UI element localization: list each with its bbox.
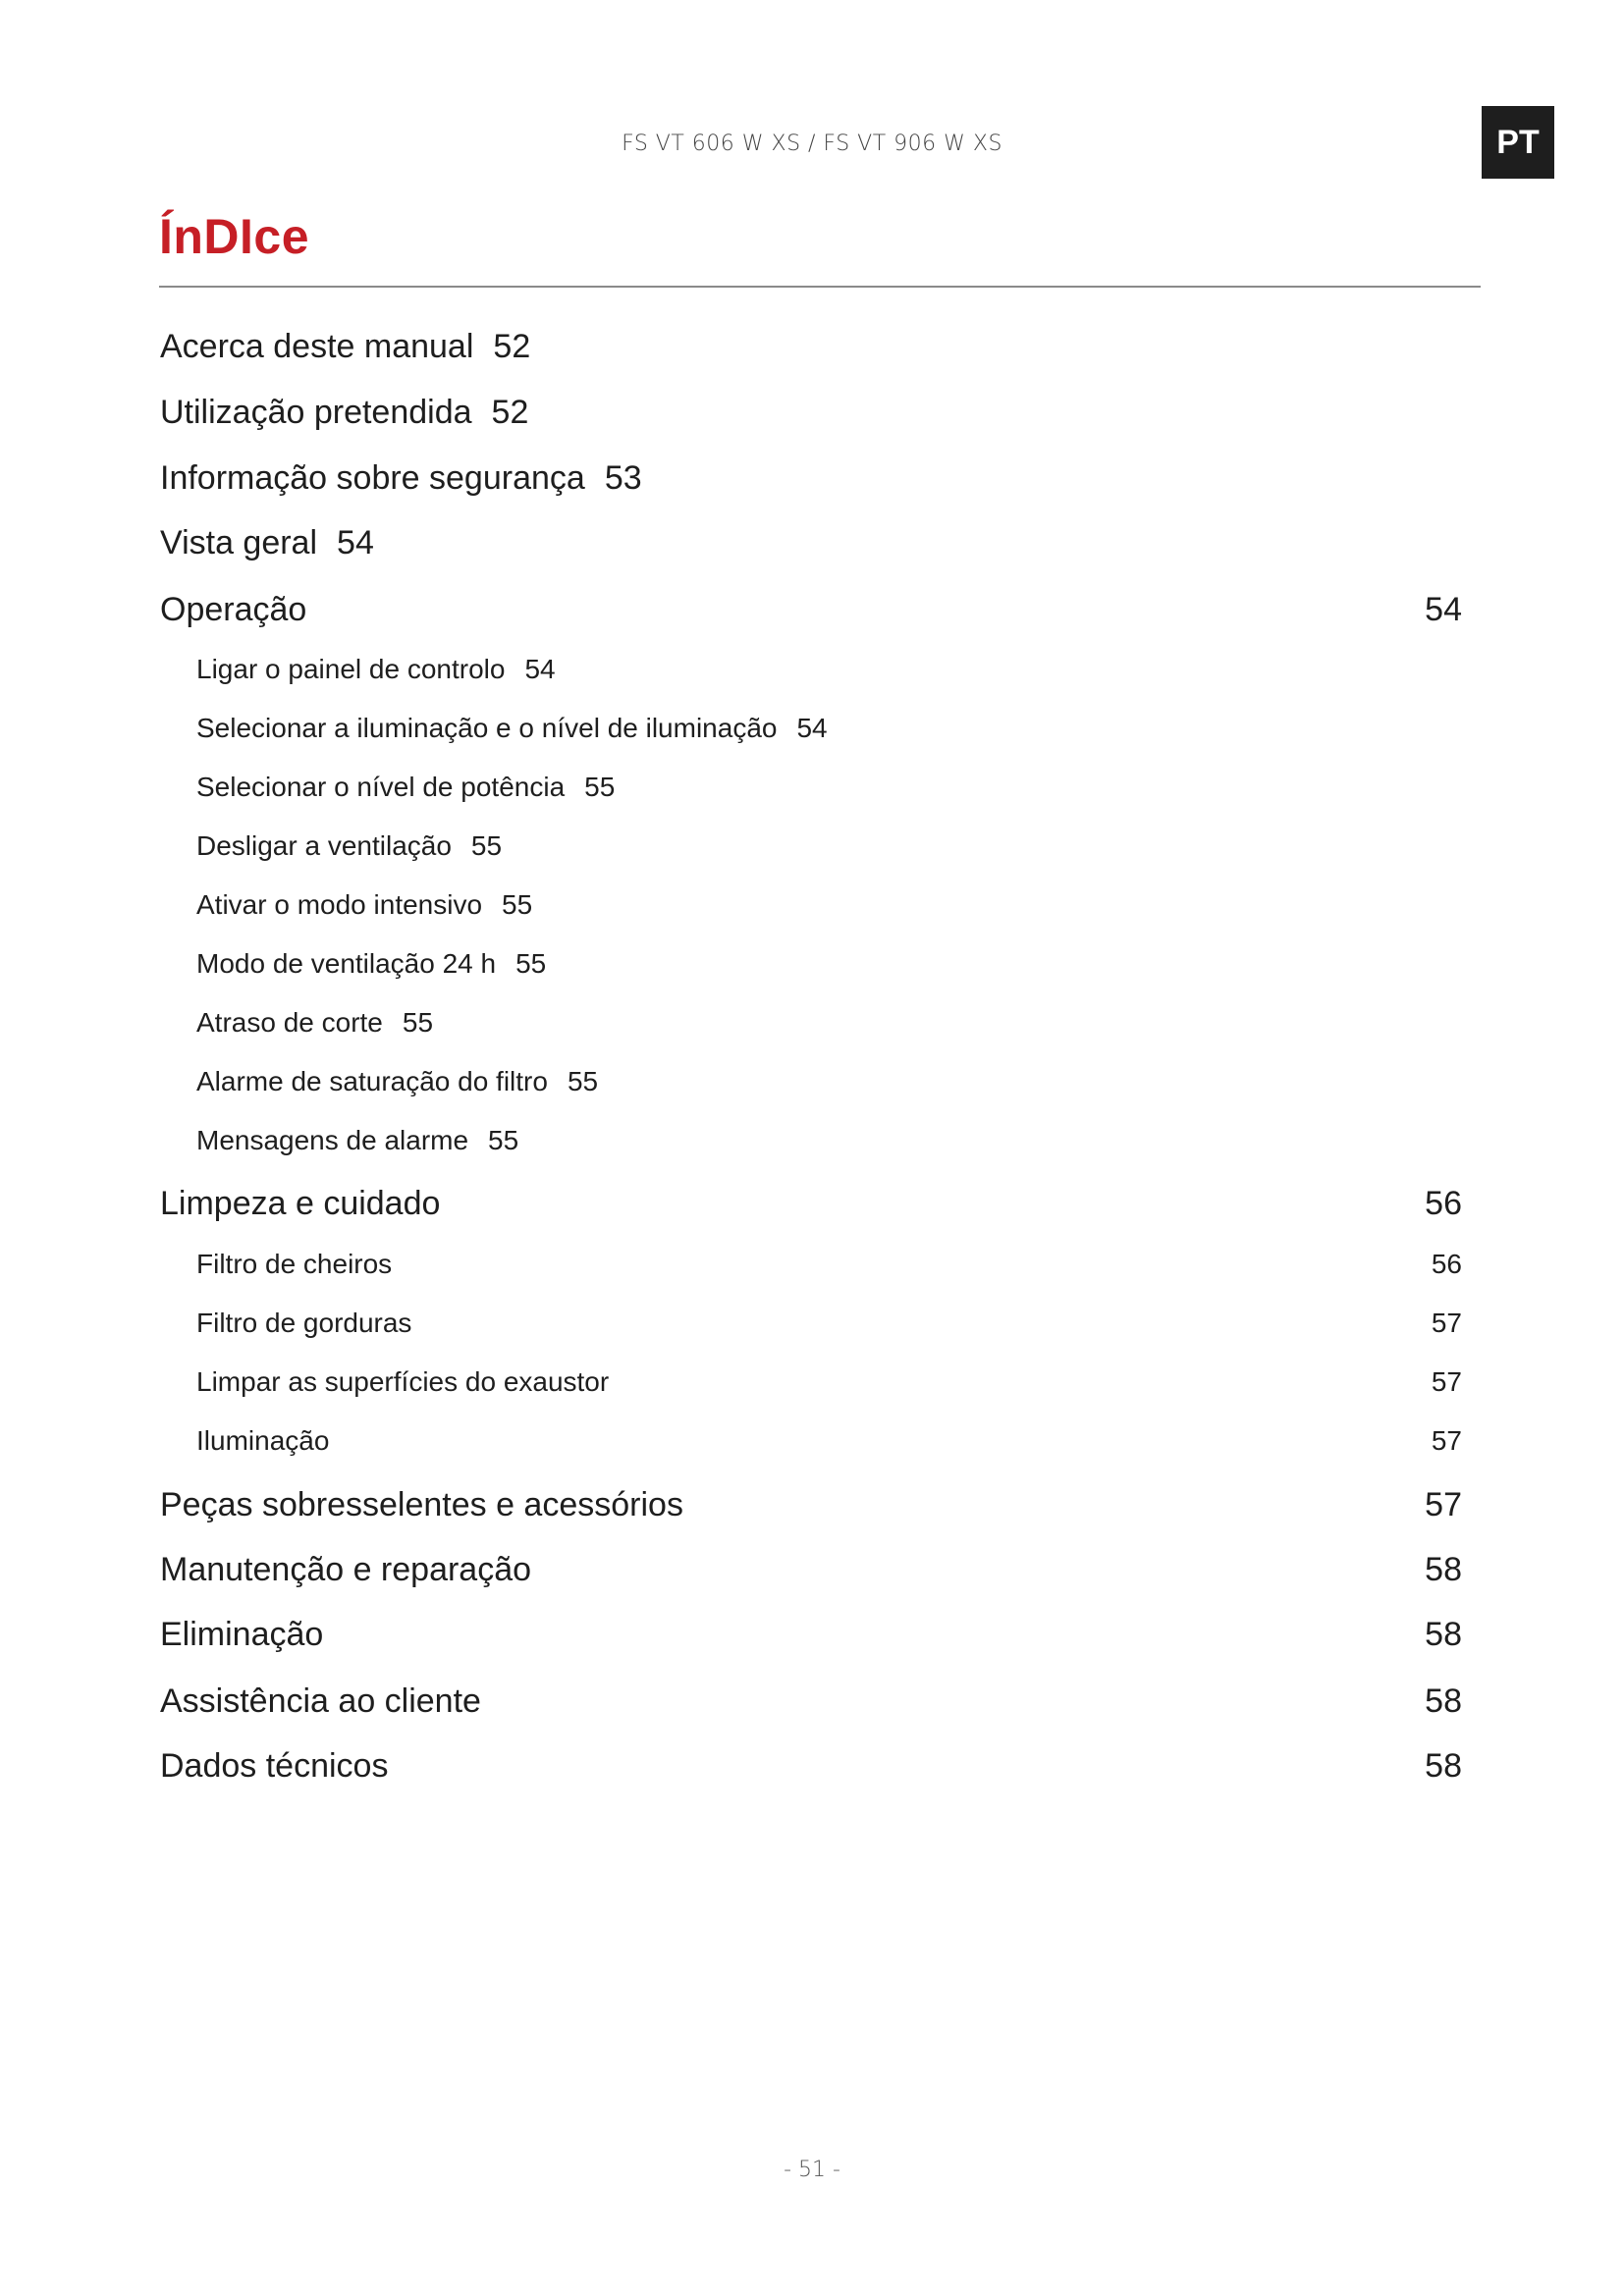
toc-entry-page-number: 54 [337, 524, 374, 561]
toc-entry-page-number: 54 [1425, 591, 1462, 628]
page-number: - 51 - [784, 2158, 840, 2182]
model-header: FS VT 606 W XS / FS VT 906 W XS [622, 132, 1002, 156]
toc-chapter-entry[interactable] [0, 1185, 1624, 1228]
toc-section-entry[interactable] [0, 1007, 1624, 1050]
toc-chapter-entry[interactable] [0, 1486, 1624, 1529]
toc-section-entry[interactable] [0, 1366, 1624, 1410]
toc-entry-page-number: 57 [1431, 1425, 1462, 1456]
toc-entry-page-number: 56 [1425, 1185, 1462, 1222]
toc-entry-page-number: 57 [1431, 1308, 1462, 1338]
toc-entry-label: Modo de ventilação 24 h [196, 948, 497, 979]
toc-chapter-entry[interactable] [0, 591, 1624, 634]
toc-section-entry[interactable] [0, 1425, 1624, 1468]
toc-entry-label: Iluminação [196, 1425, 330, 1456]
toc-section-entry[interactable] [0, 1125, 1624, 1168]
toc-entry-line [160, 524, 374, 562]
toc-entry-page-number: 55 [502, 889, 533, 920]
toc-entry-page-number: 58 [1425, 1616, 1462, 1653]
toc-entry-line [196, 948, 546, 980]
toc-chapter-entry[interactable] [0, 459, 1624, 503]
toc-entry-line [196, 889, 532, 921]
toc-section-entry[interactable] [0, 889, 1624, 933]
toc-entry-label: Acerca deste manual [160, 328, 474, 365]
toc-entry-label: Filtro de cheiros [196, 1249, 393, 1279]
toc-entry-label: Alarme de saturação do filtro [196, 1066, 548, 1096]
toc-entry-label: Assistência ao cliente [160, 1682, 481, 1720]
toc-entry-page-number: 53 [604, 459, 642, 497]
toc-entry-line [196, 1066, 598, 1097]
toc-entry-line [196, 772, 615, 803]
toc-entry-line [160, 459, 642, 498]
toc-chapter-entry[interactable] [0, 1616, 1624, 1659]
toc-entry-label: Selecionar a iluminação e o nível de iluminação [196, 713, 778, 743]
toc-entry-page-number: 58 [1425, 1682, 1462, 1720]
toc-entry-label: Utilização pretendida [160, 394, 472, 431]
toc-section-entry[interactable] [0, 713, 1624, 756]
toc-entry-page-number: 55 [584, 772, 616, 802]
toc-section-entry[interactable] [0, 1066, 1624, 1109]
toc-entry-page-number: 55 [470, 830, 503, 861]
toc-entry-label: Mensagens de alarme [196, 1125, 469, 1155]
toc-entry-label: Eliminação [160, 1616, 324, 1653]
toc-entry-page-number: 52 [491, 394, 529, 431]
toc-entry-label: Vista geral [160, 524, 318, 561]
toc-entry-page-number: 58 [1425, 1551, 1462, 1588]
toc-section-entry[interactable] [0, 830, 1624, 874]
page-title: ÍnDIce [159, 209, 310, 264]
toc-entry-line [196, 1007, 433, 1039]
toc-entry-label: Atraso de corte [196, 1007, 383, 1038]
toc-entry-label: Operação [160, 591, 307, 628]
toc-chapter-entry[interactable] [0, 1682, 1624, 1726]
toc-entry-page-number: 57 [1431, 1366, 1462, 1397]
toc-entry-label: Peças sobresselentes e acessórios [160, 1486, 683, 1523]
toc-chapter-entry[interactable] [0, 328, 1624, 371]
toc-chapter-entry[interactable] [0, 1551, 1624, 1594]
toc-entry-page-number: 54 [524, 654, 556, 684]
toc-entry-line [160, 328, 530, 366]
toc-entry-line [196, 830, 502, 862]
toc-entry-label: Limpeza e cuidado [160, 1185, 441, 1222]
toc-chapter-entry[interactable] [0, 394, 1624, 437]
toc-section-entry[interactable] [0, 948, 1624, 991]
toc-entry-label: Desligar a ventilação [196, 830, 452, 861]
toc-section-entry[interactable] [0, 772, 1624, 815]
title-divider [159, 286, 1481, 288]
toc-entry-page-number: 57 [1425, 1486, 1462, 1523]
toc-entry-label: Dados técnicos [160, 1747, 389, 1785]
language-badge: PT [1482, 106, 1554, 179]
toc-entry-label: Filtro de gorduras [196, 1308, 412, 1338]
toc-entry-page-number: 52 [493, 328, 531, 365]
toc-section-entry[interactable] [0, 654, 1624, 697]
toc-entry-page-number: 55 [488, 1125, 519, 1155]
toc-entry-label: Ligar o painel de controlo [196, 654, 506, 684]
toc-entry-label: Selecionar o nível de potência [196, 772, 566, 802]
toc-entry-line [196, 713, 828, 744]
toc-chapter-entry[interactable] [0, 524, 1624, 567]
toc-entry-label: Manutenção e reparação [160, 1551, 532, 1588]
toc-section-entry[interactable] [0, 1308, 1624, 1351]
toc-entry-label: Informação sobre segurança [160, 459, 585, 497]
toc-entry-label: Ativar o modo intensivo [196, 889, 483, 920]
toc-entry-page-number: 54 [796, 713, 828, 743]
toc-entry-line [160, 394, 528, 432]
toc-entry-line [196, 1125, 518, 1156]
toc-entry-page-number: 56 [1431, 1249, 1462, 1279]
toc-entry-line [196, 654, 556, 685]
toc-chapter-entry[interactable] [0, 1747, 1624, 1790]
toc-entry-label: Limpar as superfícies do exaustor [196, 1366, 610, 1397]
toc-entry-page-number: 55 [515, 948, 547, 979]
toc-section-entry[interactable] [0, 1249, 1624, 1292]
toc-entry-page-number: 58 [1425, 1747, 1462, 1785]
toc-entry-page-number: 55 [567, 1066, 599, 1096]
toc-entry-page-number: 55 [402, 1007, 434, 1038]
